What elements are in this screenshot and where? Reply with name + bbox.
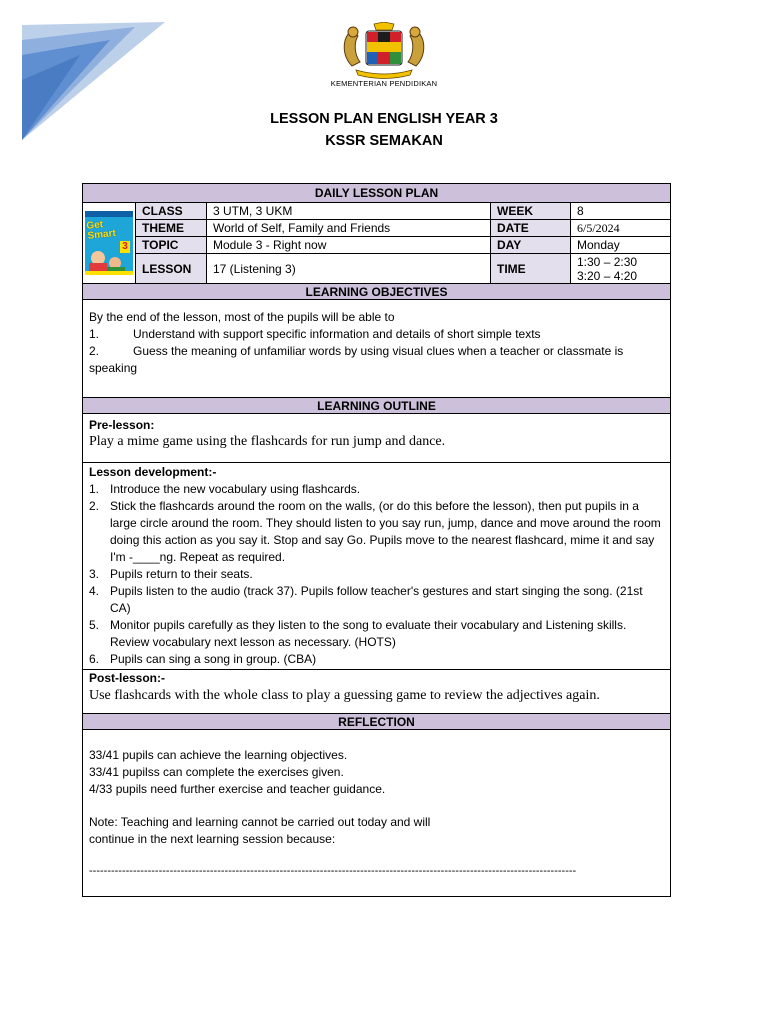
week-label: WEEK xyxy=(491,203,571,220)
lesson-label: LESSON xyxy=(136,254,207,284)
objective-number: 1. xyxy=(89,327,100,341)
reflection-note: Note: Teaching and learning cannot be carried out today and will xyxy=(89,815,431,829)
day-value: Monday xyxy=(571,237,671,254)
ministry-crest-logo xyxy=(336,22,432,80)
step-text: Pupils can sing a song in group. (CBA) xyxy=(110,652,317,666)
post-lesson-text: Use flashcards with the whole class to play a guessing game to review the adjectives again. xyxy=(89,688,600,703)
objective-text: Guess the meaning of unfamiliar words by using visual clues when a teacher or classmate is speaking xyxy=(89,344,624,375)
reflection-line: 33/41 pupilss can complete the exercises given. xyxy=(89,765,344,779)
step-number: 6. xyxy=(89,652,100,666)
lesson-development-steps xyxy=(89,481,664,668)
step-item xyxy=(89,566,664,583)
reflection-note: continue in the next learning session because: xyxy=(89,832,336,846)
theme-label: THEME xyxy=(136,220,207,237)
time-slot-1: 1:30 – 2:30 xyxy=(577,254,638,269)
time-slot-2: 3:20 – 4:20 xyxy=(577,268,638,283)
textbook-level: 3 xyxy=(120,241,130,253)
date-value: 6/5/2024 xyxy=(571,220,671,237)
lesson-development-section xyxy=(83,463,671,670)
time-label: TIME xyxy=(491,254,571,284)
ministry-name: KEMENTERIAN PENDIDIKAN xyxy=(330,79,438,88)
step-item xyxy=(89,481,664,498)
reflection-content xyxy=(83,730,671,897)
class-value: 3 UTM, 3 UKM xyxy=(207,203,491,220)
time-value xyxy=(571,254,671,284)
reflection-line: 4/33 pupils need further exercise and teacher guidance. xyxy=(89,782,386,796)
pre-lesson-label: Pre-lesson: xyxy=(89,418,155,432)
theme-value: World of Self, Family and Friends xyxy=(207,220,491,237)
objective-item xyxy=(89,343,664,377)
step-text: Stick the flashcards around the room on the walls, (or do this before the lesson), then put pupils in a large circle around the room. They should listen to you say run, jump, dance and move around the room doing this action as you say it. Stop and say Go. Pupils move to the nearest flashcard, mime it and say I'm -____ng. Repeat as required. xyxy=(110,499,661,564)
pre-lesson-section xyxy=(83,414,671,463)
lesson-value: 17 (Listening 3) xyxy=(207,254,491,284)
post-lesson-section xyxy=(83,670,671,714)
lesson-plan-table xyxy=(82,183,671,897)
day-label: DAY xyxy=(491,237,571,254)
step-item xyxy=(89,651,664,668)
lesson-development-label: Lesson development:- xyxy=(89,465,217,479)
step-number: 2. xyxy=(89,499,100,513)
step-text: Introduce the new vocabulary using flashcards. xyxy=(110,482,361,496)
step-number: 5. xyxy=(89,618,100,632)
date-label: DATE xyxy=(491,220,571,237)
post-lesson-label: Post-lesson:- xyxy=(89,671,166,685)
daily-lesson-plan-heading: DAILY LESSON PLAN xyxy=(83,184,671,203)
class-label: CLASS xyxy=(136,203,207,220)
reflection-heading: REFLECTION xyxy=(83,714,671,730)
objective-number: 2. xyxy=(89,344,100,358)
reflection-blank-line: ------------------------------------------------------------------------------------------------------------------------------------- xyxy=(89,865,577,877)
step-item xyxy=(89,583,664,617)
objectives-intro: By the end of the lesson, most of the pupils will be able to xyxy=(89,310,395,324)
step-number: 3. xyxy=(89,567,100,581)
reflection-line: 33/41 pupils can achieve the learning objectives. xyxy=(89,748,348,762)
objective-text: Understand with support specific information and details of short simple texts xyxy=(133,327,541,341)
learning-outline-heading: LEARNING OUTLINE xyxy=(83,398,671,414)
step-text: Monitor pupils carefully as they listen to the song to evaluate their vocabulary and Listening skills. Review vocabulary next lesson as necessary. (HOTS) xyxy=(110,618,627,649)
document-subtitle: KSSR SEMAKAN xyxy=(325,133,443,149)
textbook-cover-cell xyxy=(83,203,136,284)
step-text: Pupils listen to the audio (track 37). Pupils follow teacher's gestures and start singing the song. (21st CA) xyxy=(110,584,643,615)
document-title: LESSON PLAN ENGLISH YEAR 3 xyxy=(270,111,498,127)
learning-objectives-heading: LEARNING OBJECTIVES xyxy=(83,284,671,300)
textbook-cover-image xyxy=(85,211,133,275)
step-number: 1. xyxy=(89,482,100,496)
step-item xyxy=(89,617,664,651)
step-number: 4. xyxy=(89,584,100,598)
objective-item xyxy=(89,326,664,343)
step-text: Pupils return to their seats. xyxy=(110,567,253,581)
topic-label: TOPIC xyxy=(136,237,207,254)
week-value: 8 xyxy=(571,203,671,220)
topic-value: Module 3 - Right now xyxy=(207,237,491,254)
step-item xyxy=(89,498,664,566)
textbook-title: Get Smart xyxy=(85,219,117,242)
learning-objectives-content xyxy=(83,300,671,398)
pre-lesson-text: Play a mime game using the flashcards for run jump and dance. xyxy=(89,434,446,449)
